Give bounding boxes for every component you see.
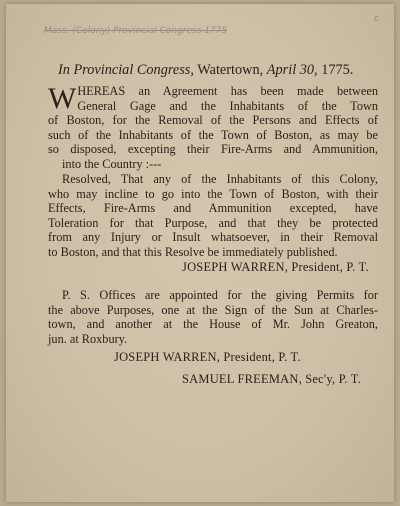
heading-date: April 30, (266, 62, 318, 78)
document-heading (58, 62, 368, 79)
paragraph-line: into the Country :--- (62, 156, 162, 171)
paragraph-line: the above Purposes, one at the Sign of the Sun at Charles- (48, 302, 378, 317)
paragraph-line: General Gage and the Inhabitants of the Town (77, 98, 378, 113)
corner-pencil-mark: c (374, 14, 379, 24)
paragraph-line: HEREAS an Agreement has been made between (77, 84, 378, 98)
paragraph-line: of Boston, for the Removal of the Persons and Effects of (48, 113, 378, 128)
pencil-annotation: Mass. (Colony) Provincial Congress 1775 (44, 26, 228, 36)
paragraph-line: so disposed, excepting their Fire-Arms and Ammunition, (48, 142, 378, 157)
paragraph-line: Resolved, That any of the Inhabitants of this Colony, (62, 172, 378, 186)
heading-congress: In Provincial Congress, (58, 62, 194, 78)
signature-warren-2: JOSEPH WARREN, President, P. T. (114, 350, 301, 364)
paragraph-agreement (48, 84, 378, 172)
paragraph-line: Effects, Fire-Arms and Ammunition excepted, have (48, 201, 378, 216)
drop-cap-letter: W (48, 82, 77, 115)
paragraph-line: to Boston, and that this Resolve be immediately published. (48, 244, 338, 259)
paragraph-line: town, and another at the House of Mr. John Greaton, (48, 317, 378, 332)
paragraph-line: jun. at Roxbury. (48, 331, 128, 346)
paragraph-resolved (48, 172, 378, 260)
heading-year: 1775. (317, 62, 354, 78)
broadside-sheet (6, 4, 394, 502)
paragraph-line: who may incline to go into the Town of Boston, with their (48, 186, 378, 201)
heading-place: Watertown, (193, 62, 267, 78)
paragraph-line: Toleration for that Purpose, and that they be protected (48, 215, 378, 230)
signature-freeman: SAMUEL FREEMAN, Sec'y, P. T. (182, 372, 362, 386)
paragraph-line: from any Injury or Insult whatsoever, in their Removal (48, 230, 378, 245)
signature-warren-1: JOSEPH WARREN, President, P. T. (182, 260, 369, 274)
paragraph-line: P. S. Offices are appointed for the giving Permits for (62, 288, 378, 302)
paragraph-line: such of the Inhabitants of the Town of Boston, as may be (48, 127, 378, 142)
paragraph-postscript (48, 288, 378, 346)
